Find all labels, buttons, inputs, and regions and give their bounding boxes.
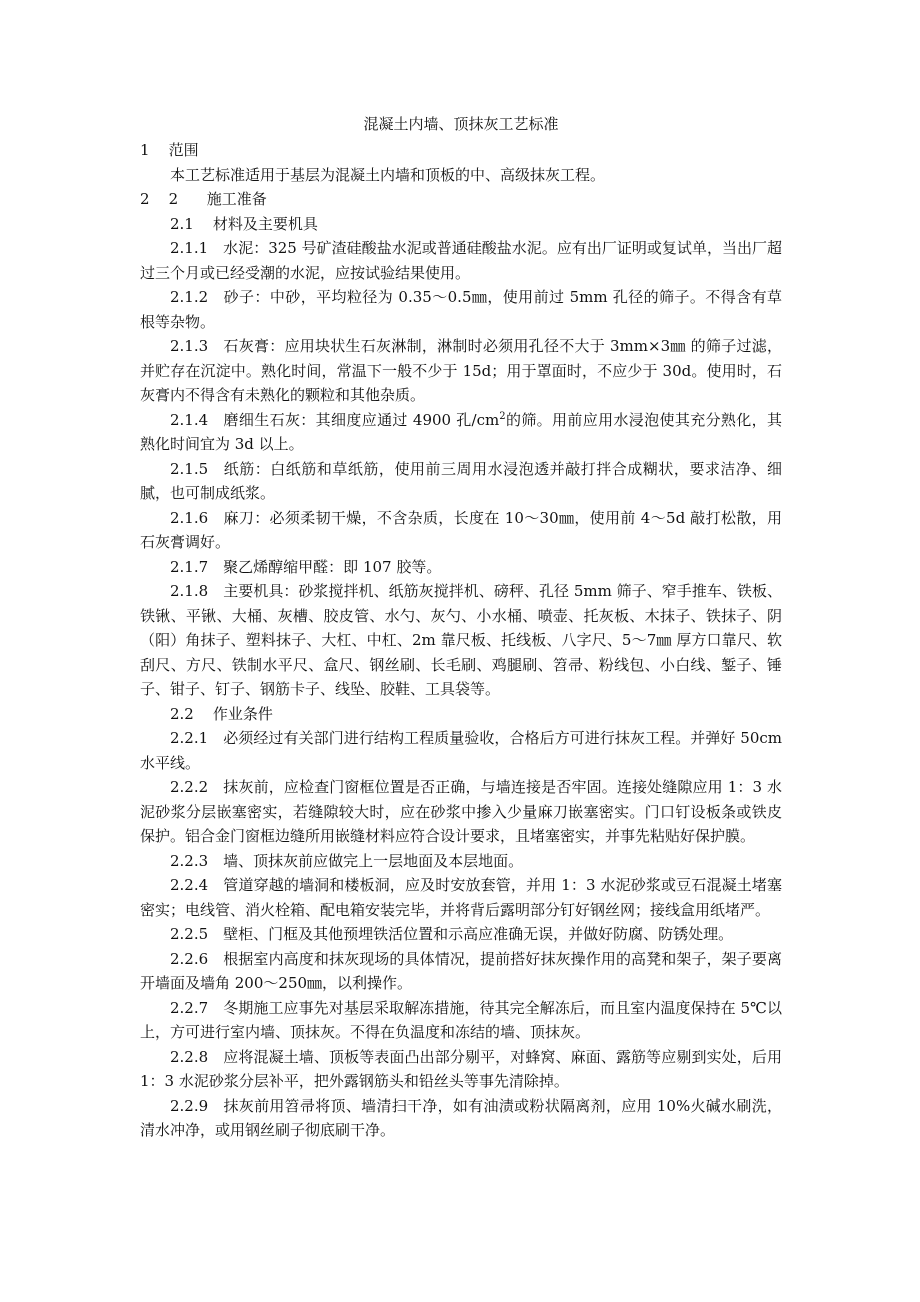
clause-number: 2.1.7 xyxy=(170,557,209,576)
clause-text: 必须经过有关部门进行结构工程质量验收，合格后方可进行抹灰工程。并弹好 50cm 水平线。 xyxy=(140,729,782,772)
clause-2-1-2 xyxy=(140,285,782,334)
materials-list xyxy=(140,236,782,702)
clause-2-2-2 xyxy=(140,775,782,849)
clause-text-continued: 的筛。用前应用水浸泡使其充分熟化，其熟化时间宜为 3d 以上。 xyxy=(140,410,782,453)
clause-2-1-3 xyxy=(140,334,782,408)
clause-number: 2.2.7 xyxy=(170,998,209,1017)
clause-number: 2.1.6 xyxy=(170,508,209,527)
clause-number: 2.2.8 xyxy=(170,1047,209,1066)
clause-number: 2.2.3 xyxy=(170,851,209,870)
clause-number: 2.1.2 xyxy=(170,288,209,306)
clause-text: 麻刀：必须柔韧干燥，不含杂质，长度在 10～30㎜，使用前 4～5d 敲打松散，用石灰膏调好。 xyxy=(140,508,782,551)
section-heading-preparation: 2 2 施工准备 xyxy=(140,190,267,208)
clause-text: 石灰膏：应用块状生石灰淋制，淋制时必须用孔径不大于 3mm×3㎜ 的筛子过滤，并贮存在沉淀中。熟化时间，常温下一般不少于 15d；用于罩面时，不应少于 30d。使用时，石灰膏内不得含有未熟化的颗粒和其他杂质。 xyxy=(140,337,782,404)
clause-text: 聚乙烯醇缩甲醛：即 107 胶等。 xyxy=(223,557,442,576)
clause-2-1-5 xyxy=(140,457,782,506)
superscript-exponent: 2 xyxy=(499,410,506,422)
clause-number: 2.1.5 xyxy=(170,459,209,478)
clause-2-1-4 xyxy=(140,408,782,457)
section-heading-scope: 1 范围 xyxy=(140,141,199,159)
clause-number: 2.2.9 xyxy=(170,1096,209,1115)
clause-text: 砂子：中砂，平均粒径为 0.35～0.5㎜，使用前过 5mm 孔径的筛子。不得含有草根等杂物。 xyxy=(140,288,782,331)
clause-text: 水泥：325 号矿渣硅酸盐水泥或普通硅酸盐水泥。应有出厂证明或复试单，当出厂超过三个月或已经受潮的水泥，应按试验结果使用。 xyxy=(140,239,782,282)
conditions-list xyxy=(140,726,782,1143)
clause-2-2-9 xyxy=(140,1094,782,1143)
clause-text: 抹灰前，应检查门窗框位置是否正确，与墙连接是否牢固。连接处缝隙应用 1：3 水泥砂浆分层嵌塞密实，若缝隙较大时，应在砂浆中掺入少量麻刀嵌塞密实。门口钉设板条或铁皮保护。铝合金门窗框边缝所用嵌缝材料应符合设计要求，且堵塞密实，并事先粘贴好保护膜。 xyxy=(140,778,782,845)
clause-text: 纸筋：白纸筋和草纸筋，使用前三周用水浸泡透并敲打拌合成糊状，要求洁净、细腻，也可制成纸浆。 xyxy=(140,459,782,502)
document-title: 混凝土内墙、顶抹灰工艺标准 xyxy=(363,115,559,133)
subsection-heading-materials: 2.1 材料及主要机具 xyxy=(170,214,318,233)
clause-2-2-4 xyxy=(140,873,782,922)
clause-2-2-6 xyxy=(140,947,782,996)
clause-number: 2.2.2 xyxy=(170,778,209,796)
clause-2-1-7 xyxy=(140,555,782,580)
clause-text: 抹灰前用笤帚将顶、墙清扫干净，如有油渍或粉状隔离剂，应用 10%火碱水刷洗，清水冲净，或用钢丝刷子彻底刷干净。 xyxy=(140,1096,782,1139)
clause-text: 冬期施工应事先对基层采取解冻措施，待其完全解冻后，而且室内温度保持在 5℃以上，方可进行室内墙、顶抹灰。不得在负温度和冻结的墙、顶抹灰。 xyxy=(140,998,782,1041)
clause-number: 2.1.8 xyxy=(170,582,209,600)
clause-2-2-8 xyxy=(140,1045,782,1094)
clause-number: 2.2.1 xyxy=(170,729,209,747)
clause-2-2-5 xyxy=(140,922,782,947)
document-body xyxy=(140,111,782,1143)
clause-2-1-1 xyxy=(140,236,782,285)
clause-2-2-7 xyxy=(140,996,782,1045)
clause-2-1-8 xyxy=(140,579,782,702)
clause-text: 根据室内高度和抹灰现场的具体情况，提前搭好抹灰操作用的高凳和架子，架子要离开墙面及墙角 200～250㎜，以利操作。 xyxy=(140,949,782,992)
clause-text: 磨细生石灰：其细度应通过 4900 孔/cm xyxy=(223,410,500,429)
clause-text: 壁柜、门框及其他预埋铁活位置和示高应准确无误，并做好防腐、防锈处理。 xyxy=(223,925,734,943)
clause-2-1-6 xyxy=(140,506,782,555)
clause-number: 2.1.1 xyxy=(170,239,209,257)
clause-2-2-3 xyxy=(140,849,782,874)
clause-number: 2.2.5 xyxy=(170,925,209,943)
clause-text: 管道穿越的墙洞和楼板洞，应及时安放套管，并用 1：3 水泥砂浆或豆石混凝土堵塞密实；电线管、消火栓箱、配电箱安装完毕，并将背后露明部分钉好钢丝网；接线盒用纸堵严。 xyxy=(140,876,782,919)
clause-number: 2.2.6 xyxy=(170,949,209,968)
clause-number: 2.1.4 xyxy=(170,410,209,429)
clause-number: 2.2.4 xyxy=(170,876,209,894)
subsection-heading-conditions: 2.2 作业条件 xyxy=(170,704,273,723)
clause-text: 墙、顶抹灰前应做完上一层地面及本层地面。 xyxy=(223,851,524,870)
clause-text: 主要机具：砂浆搅拌机、纸筋灰搅拌机、磅秤、孔径 5mm 筛子、窄手推车、铁板、铁锹、平锹、大桶、灰槽、胶皮管、水勺、灰勺、小水桶、喷壶、托灰板、木抹子、铁抹子、阴（阳）角抹子、塑料抹子、大杠、中杠、2m 靠尺板、托线板、八字尺、5～7㎜ 厚方口靠尺、软刮尺、方尺、铁制水平尺、盒尺、钢丝刷、长毛刷、鸡腿刷、笤帚、粉线包、小白线、錾子、锤子、钳子、钉子、钢筋卡子、线坠、胶鞋、工具袋等。 xyxy=(140,582,782,698)
clause-number: 2.1.3 xyxy=(170,337,209,355)
clause-2-2-1 xyxy=(140,726,782,775)
scope-paragraph: 本工艺标准适用于基层为混凝土内墙和顶板的中、高级抹灰工程。 xyxy=(170,165,606,184)
clause-text: 应将混凝土墙、顶板等表面凸出部分剔平，对蜂窝、麻面、露筋等应剔到实处，后用 1：3 水泥砂浆分层补平，把外露钢筋头和铅丝头等事先清除掉。 xyxy=(140,1047,782,1090)
